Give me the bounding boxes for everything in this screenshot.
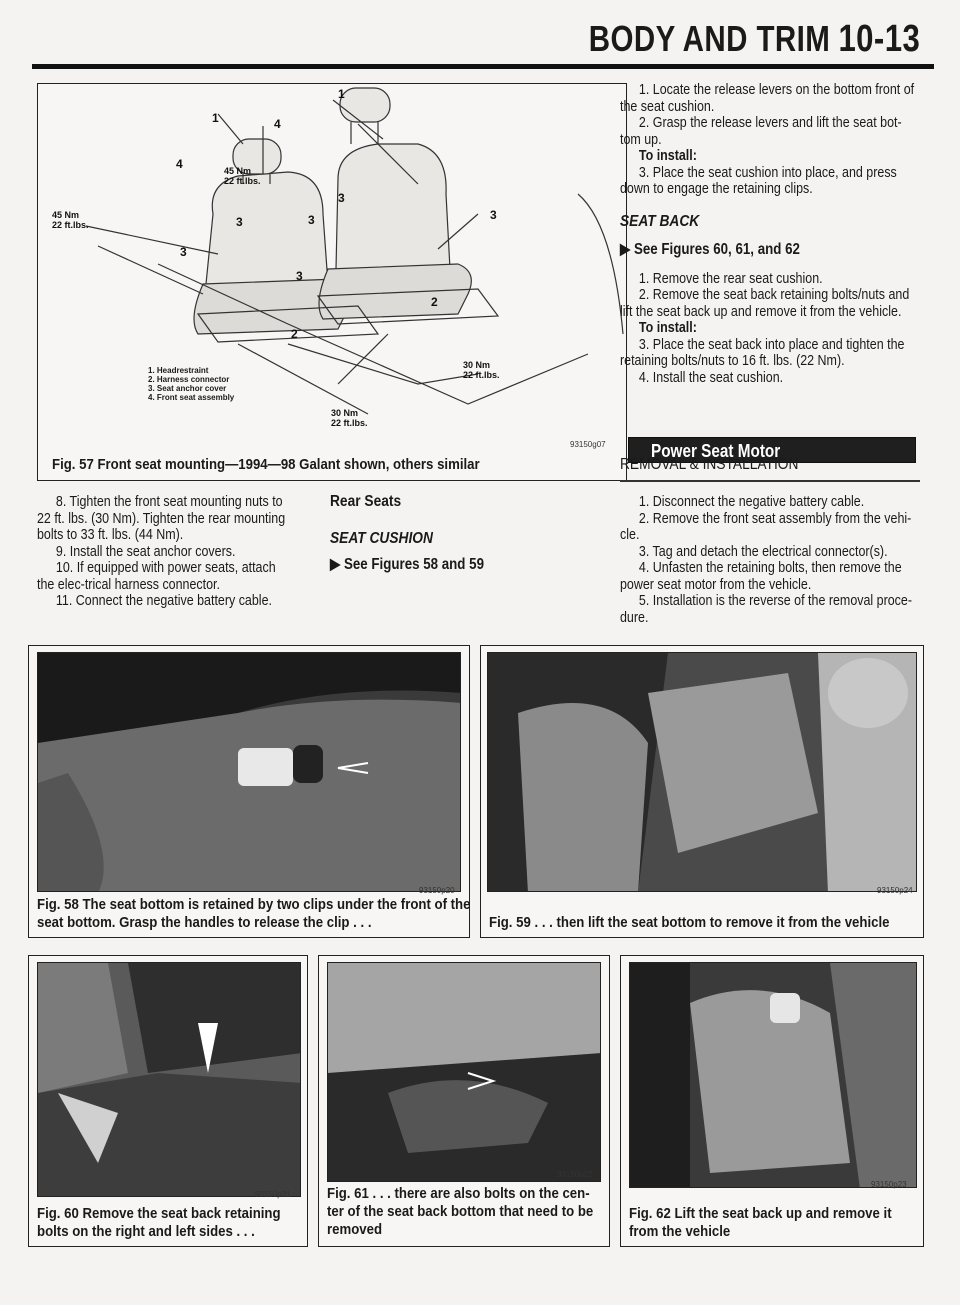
figure-57-caption: Fig. 57 Front seat mounting—1994—98 Galant shown, others similar (52, 456, 480, 473)
torque-callout-45-lbs: 22 ft.lbs. (52, 220, 89, 230)
step-text: 10. If equipped with power seats, attach the elec-trical harness connector. (37, 560, 276, 593)
callout-3b: 3 (308, 213, 315, 227)
section-title (589, 18, 920, 61)
see-figures-link: ▶ See Figures 60, 61, and 62 (620, 241, 800, 258)
install-heading: To install: (638, 320, 697, 336)
step-text: 2. Remove the front seat assembly from the vehi-cle. (620, 510, 912, 543)
torque-callout-45b-lbs: 22 ft.lbs. (224, 176, 261, 186)
figure-id: 93150g07 (570, 440, 606, 449)
removal-heading: REMOVAL & INSTALLATION (620, 456, 799, 473)
callout-3c: 3 (338, 191, 345, 205)
seat-mounting-diagram (38, 84, 626, 480)
step-text: 3. Place the seat back into place and tighten the retaining bolts/nuts to 16 ft. lbs. (22 Nm). (620, 336, 905, 369)
callout-2a: 2 (431, 295, 438, 309)
section-title-text: BODY AND TRIM (588, 18, 831, 59)
figure-62-photo (629, 962, 917, 1188)
step-text: 3. Tag and detach the electrical connector(s). (638, 543, 888, 560)
torque-callout-30b: 30 Nm (331, 408, 359, 418)
torque-callout-30b-lbs: 22 ft.lbs. (331, 418, 368, 428)
callout-3d: 3 (490, 208, 497, 222)
callout-3a: 3 (236, 215, 243, 229)
page-number: 10-13 (838, 18, 920, 60)
figure-58-photo (37, 652, 461, 892)
figure-58-caption-line1: Fig. 58 The seat bottom is retained by two clips under the front of the (37, 896, 471, 913)
figure-60-photo (37, 962, 301, 1197)
legend-item: 1. Headrestraint (148, 366, 209, 375)
power-seat-steps (620, 494, 919, 626)
left-column (37, 494, 295, 610)
torque-callout-45b: 45 Nm (224, 166, 252, 176)
torque-callout-30: 30 Nm (463, 360, 491, 370)
step-text: 4. Unfasten the retaining bolts, then remove the power seat motor from the vehicle. (620, 560, 902, 593)
legend-item: 2. Harness connector (148, 375, 230, 384)
figure-id: 93150p23 (871, 1180, 907, 1189)
figure-57 (37, 83, 627, 481)
figure-60 (28, 955, 308, 1247)
step-text: 3. Place the seat cushion into place, and press down to engage the retaining clips. (620, 164, 897, 197)
header-rule (32, 64, 934, 69)
callout-3e: 3 (180, 245, 187, 259)
figure-61-caption-line3: removed (327, 1221, 383, 1238)
figure-59-caption: Fig. 59 . . . then lift the seat bottom to remove it from the vehicle (489, 914, 890, 931)
see-figures-link: ▶ See Figures 58 and 59 (330, 556, 484, 573)
figure-60-caption-line1: Fig. 60 Remove the seat back retaining (37, 1205, 281, 1222)
figure-61 (318, 955, 610, 1247)
rear-seats-heading: Rear Seats (330, 493, 402, 510)
section-heading-seat-back: SEAT BACK (620, 212, 700, 230)
step-text: 9. Install the seat anchor covers. (55, 543, 236, 560)
figure-61-photo (327, 962, 601, 1182)
step-text: 11. Connect the negative battery cable. (55, 593, 272, 609)
figure-58-caption-line2: seat bottom. Grasp the handles to release the clip . . . (37, 914, 372, 931)
callout-1b: 1 (212, 111, 219, 125)
legend-item: 4. Front seat assembly (148, 393, 235, 402)
section-banner-title: Power Seat Motor (651, 441, 781, 461)
page-header (0, 0, 960, 70)
torque-callout-45: 45 Nm (52, 210, 80, 220)
callout-1a: 1 (338, 87, 345, 101)
figure-62 (620, 955, 924, 1247)
step-text: 1. Locate the release levers on the bottom front of the seat cushion. (620, 82, 915, 115)
figure-58 (28, 645, 470, 938)
figure-60-caption-line2: bolts on the right and left sides . . . (37, 1223, 255, 1240)
figure-61-caption-line2: ter of the seat back bottom that need to be (327, 1203, 594, 1220)
figure-id: 93150p21 (255, 1190, 291, 1199)
mid-column (330, 494, 571, 574)
callout-2b: 2 (291, 327, 298, 341)
step-text: 1. Disconnect the negative battery cable. (638, 494, 865, 510)
figure-61-caption-line1: Fig. 61 . . . there are also bolts on the cen- (327, 1185, 590, 1202)
install-heading: To install: (638, 148, 697, 164)
seat-cushion-heading: SEAT CUSHION (330, 529, 433, 547)
figure-62-caption-line2: from the vehicle (629, 1223, 731, 1240)
figure-62-caption-line1: Fig. 62 Lift the seat back up and remove it (629, 1205, 892, 1222)
callout-4a: 4 (274, 117, 281, 131)
figure-id: 93150p24 (877, 886, 913, 895)
figure-59-photo (487, 652, 917, 892)
step-text: 5. Installation is the reverse of the removal proce-dure. (620, 593, 913, 626)
step-text: 2. Grasp the release levers and lift the seat bot-tom up. (620, 115, 902, 148)
removal-rule (620, 480, 920, 482)
step-text: 2. Remove the seat back retaining bolts/nuts and lift the seat back up and remove it from the vehicle. (620, 287, 910, 320)
callout-4b: 4 (176, 157, 183, 171)
figure-57-legend (148, 366, 234, 402)
legend-item: 3. Seat anchor cover (148, 384, 227, 393)
step-text: 4. Install the seat cushion. (638, 369, 784, 386)
torque-callout-30-lbs: 22 ft.lbs. (463, 370, 500, 380)
callout-3f: 3 (296, 269, 303, 283)
figure-id: 93150p22 (557, 1170, 593, 1179)
figure-id: 93150p20 (419, 886, 455, 895)
figure-59 (480, 645, 924, 938)
right-top-column (620, 82, 919, 386)
step-text: 8. Tighten the front seat mounting nuts to 22 ft. lbs. (30 Nm). Tighten the rear mounting bolts to 33 ft. lbs. (44 Nm). (37, 494, 286, 543)
step-text: 1. Remove the rear seat cushion. (638, 270, 823, 287)
